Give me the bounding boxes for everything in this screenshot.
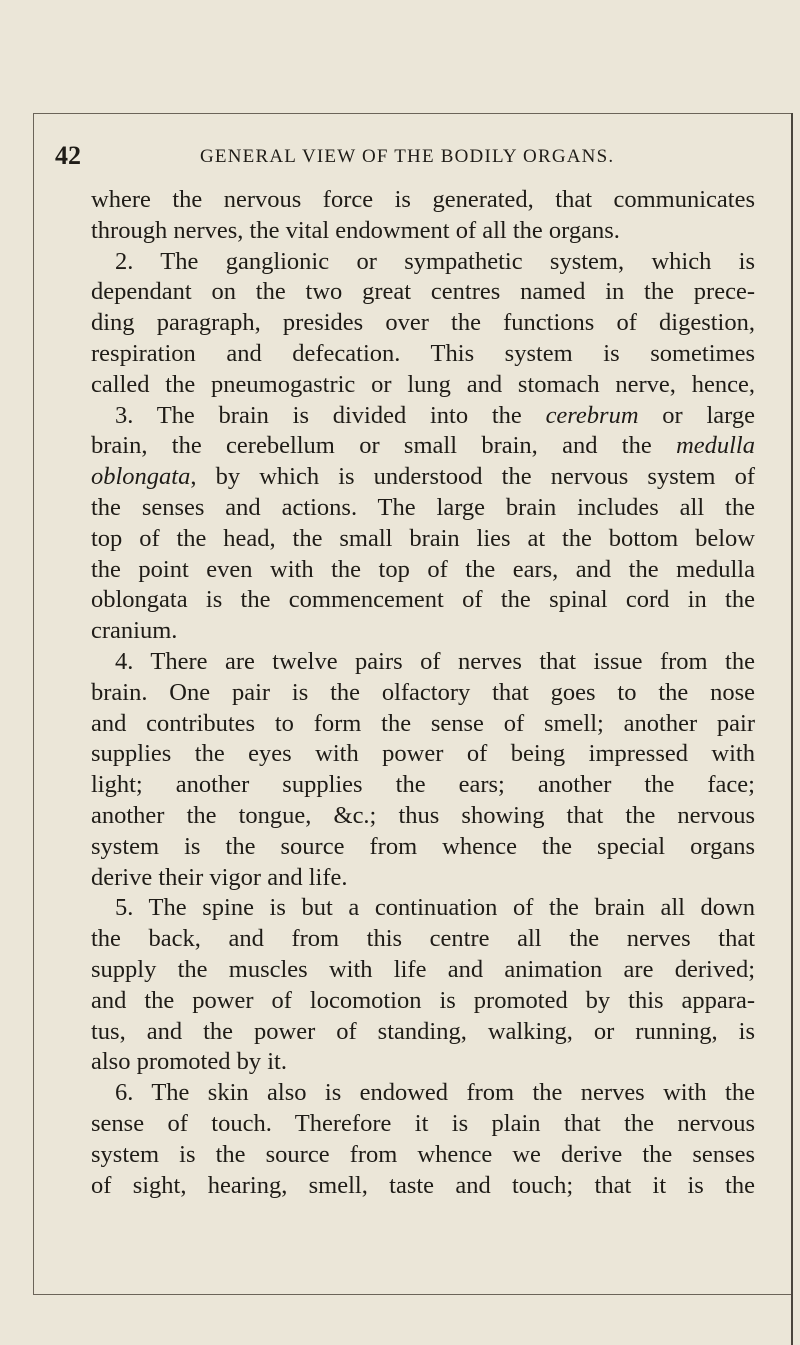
text-line: also promoted by it. — [91, 1048, 287, 1076]
body-text — [91, 185, 755, 1201]
text-line: and the power of locomotion is promoted by this appara- — [91, 986, 755, 1014]
paragraph-4-start: 4. There are twelve pairs of nerves that issue from the — [115, 647, 755, 675]
text-line: respiration and defecation. This system is sometimes — [91, 339, 755, 367]
text-line: tus, and the power of standing, walking, or running, is — [91, 1017, 755, 1045]
text-line: through nerves, the vital endowment of all the organs. — [91, 216, 620, 244]
text-line: top of the head, the small brain lies at the bottom below — [91, 524, 755, 552]
text-line: and contributes to form the sense of smell; another pair — [91, 709, 755, 737]
term-oblongata: oblongata — [91, 463, 191, 491]
paragraph-2-start: 2. The ganglionic or sympathetic system, which is — [115, 247, 755, 275]
paragraph-3-start: 3. The brain is divided into the cerebrum or large — [115, 401, 755, 429]
running-header — [0, 141, 800, 171]
text-line: sense of touch. Therefore it is plain that the nervous — [91, 1109, 755, 1137]
text-line: another the tongue, &c.; thus showing that the nervous — [91, 801, 755, 829]
text-line: light; another supplies the ears; another the face; — [91, 771, 755, 799]
text-line: oblongata is the commencement of the spinal cord in the — [91, 586, 755, 614]
text-line: ding paragraph, presides over the functions of digestion, — [91, 309, 755, 337]
term-medulla: medulla — [676, 432, 755, 460]
text-line: supplies the eyes with power of being impressed with — [91, 740, 755, 768]
text-line: oblongata, by which is understood the nervous system of — [91, 463, 755, 491]
text-line: called the pneumogastric or lung and stomach nerve, hence, — [91, 370, 755, 398]
text-line: dependant on the two great centres named in the prece- — [91, 278, 755, 306]
text-line: system is the source from whence we derive the senses — [91, 1140, 755, 1168]
text-line: the back, and from this centre all the nerves that — [91, 925, 755, 953]
text-line: brain, the cerebellum or small brain, and the medulla — [91, 432, 755, 460]
text-line: the point even with the top of the ears, and the medulla — [91, 555, 755, 583]
page-number: 42 — [55, 141, 81, 170]
text-line: the senses and actions. The large brain includes all the — [91, 493, 755, 521]
text-line: derive their vigor and life. — [91, 863, 348, 891]
paragraph-6-start: 6. The skin also is endowed from the nerves with the — [115, 1079, 755, 1107]
page-edge-line — [791, 113, 793, 1345]
text-line: brain. One pair is the olfactory that goes to the nose — [91, 678, 755, 706]
text-line: system is the source from whence the special organs — [91, 832, 755, 860]
text-line: where the nervous force is generated, that communicates — [91, 186, 755, 213]
paragraph-5-start: 5. The spine is but a continuation of the brain all down — [115, 894, 755, 922]
text-line: of sight, hearing, smell, taste and touch; that it is the — [91, 1171, 755, 1199]
text-line: cranium. — [91, 617, 178, 645]
term-cerebrum: cerebrum — [545, 401, 639, 429]
running-title: GENERAL VIEW OF THE BODILY ORGANS. — [200, 146, 615, 167]
text-line: supply the muscles with life and animation are derived; — [91, 955, 755, 983]
